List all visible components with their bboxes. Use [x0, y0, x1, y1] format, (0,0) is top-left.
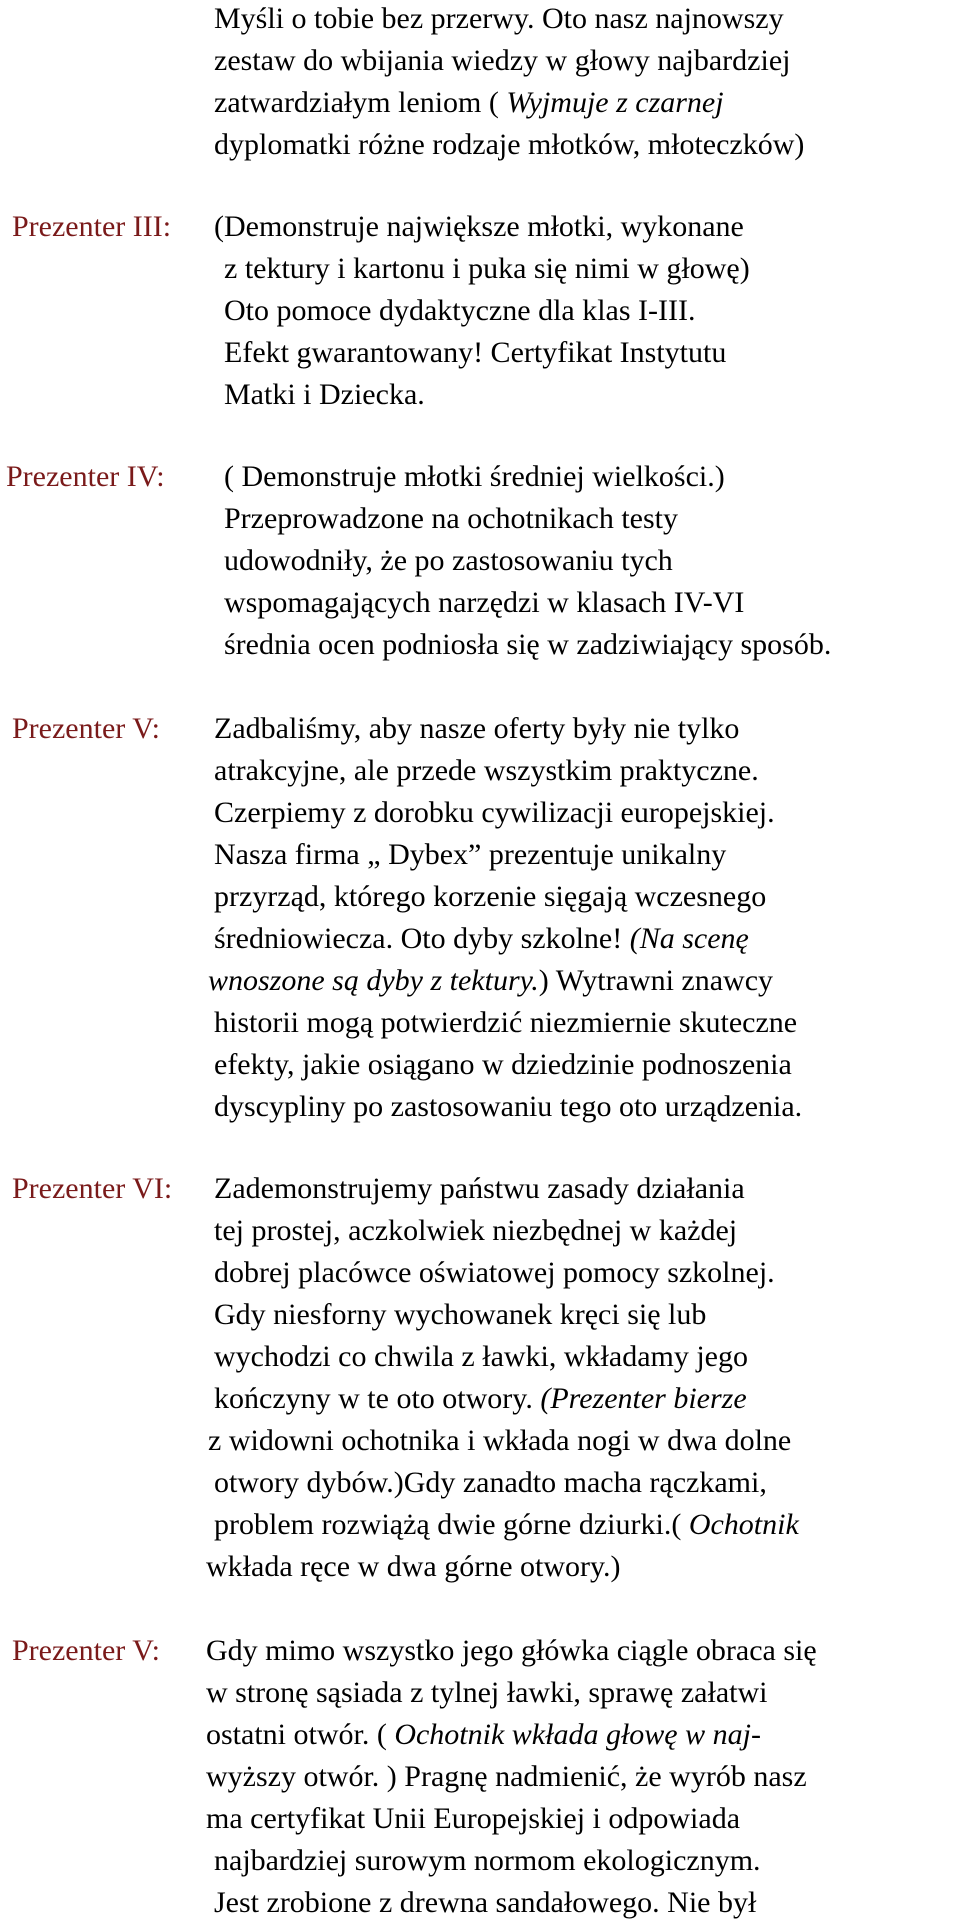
dialogue-text: wychodzi co chwila z ławki, wkładamy jego: [214, 1340, 748, 1373]
text-line: [214, 126, 804, 168]
dialogue-text: Myśli o tobie bez przerwy. Oto nasz najnowszy: [214, 2, 784, 35]
dialogue-text: średniowiecza. Oto dyby szkolne!: [214, 922, 630, 955]
dialogue-text: dyplomatki różne rodzaje młotków, młoteczków): [214, 128, 805, 161]
dialogue-text: Gdy niesforny wychowanek kręci się lub: [214, 1298, 707, 1331]
speaker-label: Prezenter VI:: [12, 1172, 173, 1205]
dialogue-text: dyscypliny po zastosowaniu tego oto urządzenia.: [214, 1090, 803, 1123]
text-line: [214, 1170, 745, 1212]
text-line: [224, 542, 673, 584]
dialogue-text: wyższy otwór. ) Pragnę nadmienić, że wyrób nasz: [206, 1760, 807, 1793]
dialogue-text: Zadbaliśmy, aby nasze oferty były nie tylko: [214, 712, 740, 745]
text-line: [208, 1422, 791, 1464]
speaker-label: Prezenter V:: [12, 712, 160, 745]
text-line: [214, 1004, 797, 1046]
text-line: [214, 1212, 737, 1254]
dialogue-text: w stronę sąsiada z tylnej ławki, sprawę załatwi: [206, 1676, 768, 1709]
text-line: [214, 1254, 775, 1296]
text-line: [206, 1632, 817, 1674]
text-line: [214, 710, 739, 752]
text-line: [206, 1674, 767, 1716]
stage-direction-text: wnoszone są dyby z tektury.: [208, 964, 539, 997]
dialogue-text: kończyny w te oto otwory.: [214, 1382, 541, 1415]
stage-direction-text: Wyjmuje z czarnej: [506, 86, 724, 119]
text-line: [214, 1380, 747, 1422]
text-line: [214, 794, 775, 836]
text-line: [224, 334, 726, 376]
dialogue-text: wkłada ręce w dwa górne otwory.): [206, 1550, 621, 1583]
text-line: [214, 208, 744, 250]
dialogue-text: dobrej placówce oświatowej pomocy szkolnej.: [214, 1256, 775, 1289]
dialogue-text: efekty, jakie osiągano w dziedzinie podnoszenia: [214, 1048, 792, 1081]
text-line: [214, 878, 766, 920]
dialogue-text: Oto pomoce dydaktyczne dla klas I-III.: [224, 294, 696, 327]
text-line: [224, 250, 750, 292]
dialogue-text: ) Wytrawni znawcy: [538, 964, 774, 997]
text-line: [214, 752, 759, 794]
dialogue-text: Matki i Dziecka.: [224, 378, 425, 411]
text-line: [214, 42, 790, 84]
text-line: [208, 962, 773, 1004]
dialogue-text: udowodniły, że po zastosowaniu tych: [224, 544, 673, 577]
dialogue-text: ostatni otwór. (: [206, 1718, 395, 1751]
text-line: [224, 292, 696, 334]
dialogue-text: zestaw do wbijania wiedzy w głowy najbardziej: [214, 44, 791, 77]
text-line: [214, 1046, 792, 1088]
text-line: [214, 84, 724, 126]
dialogue-text: Nasza firma „ Dybex” prezentuje unikalny: [214, 838, 727, 871]
dialogue-text: wspomagających narzędzi w klasach IV-VI: [224, 586, 745, 619]
dialogue-text: zatwardziałym leniom (: [214, 86, 507, 119]
dialogue-text: atrakcyjne, ale przede wszystkim praktyczne.: [214, 754, 759, 787]
dialogue-text: ( Demonstruje młotki średniej wielkości.): [224, 460, 725, 493]
dialogue-text: tej prostej, aczkolwiek niezbędnej w każdej: [214, 1214, 738, 1247]
stage-direction-text: Ochotnik: [688, 1508, 799, 1541]
dialogue-text: Czerpiemy z dorobku cywilizacji europejskiej.: [214, 796, 775, 829]
text-line: [214, 1296, 706, 1338]
text-line: [206, 1800, 740, 1842]
text-line: [224, 626, 831, 668]
stage-direction-text: Ochotnik wkłada głowę w naj-: [394, 1718, 761, 1751]
stage-direction-text: (Prezenter bierze: [540, 1382, 747, 1415]
dialogue-text: najbardziej surowym normom ekologicznym.: [214, 1844, 761, 1877]
dialogue-text: Zademonstrujemy państwu zasady działania: [214, 1172, 745, 1205]
text-line: [214, 1088, 802, 1130]
text-line: [224, 458, 725, 500]
dialogue-text: z widowni ochotnika i wkłada nogi w dwa dolne: [208, 1424, 792, 1457]
text-line: [224, 500, 678, 542]
dialogue-text: problem rozwiążą dwie górne dziurki.(: [214, 1508, 689, 1541]
speaker-label: Prezenter V:: [12, 1634, 160, 1667]
text-line: [224, 376, 425, 418]
dialogue-text: Jest zrobione z drewna sandałowego. Nie był: [214, 1886, 757, 1919]
text-line: [214, 1884, 756, 1924]
text-line: [214, 1506, 799, 1548]
text-line: [224, 584, 744, 626]
dialogue-text: ma certyfikat Unii Europejskiej i odpowiada: [206, 1802, 741, 1835]
text-line: [214, 1842, 761, 1884]
dialogue-text: historii mogą potwierdzić niezmiernie skuteczne: [214, 1006, 798, 1039]
dialogue-text: średnia ocen podniosła się w zadziwiający sposób.: [224, 628, 832, 661]
speaker-label: Prezenter III:: [12, 210, 172, 243]
dialogue-text: Gdy mimo wszystko jego główka ciągle obraca się: [206, 1634, 817, 1667]
text-line: [214, 836, 726, 878]
text-line: [214, 0, 784, 42]
dialogue-text: przyrząd, którego korzenie sięgają wczesnego: [214, 880, 767, 913]
text-line: [206, 1716, 761, 1758]
dialogue-text: Efekt gwarantowany! Certyfikat Instytutu: [224, 336, 727, 369]
speaker-label: Prezenter IV:: [6, 460, 165, 493]
text-line: [214, 1338, 748, 1380]
text-line: [206, 1758, 807, 1800]
stage-direction-text: (Na scenę: [629, 922, 749, 955]
dialogue-text: Przeprowadzone na ochotnikach testy: [224, 502, 678, 535]
text-line: [206, 1548, 621, 1590]
text-line: [214, 920, 749, 962]
dialogue-text: otwory dybów.)Gdy zanadto macha rączkami,: [214, 1466, 767, 1499]
dialogue-text: z tektury i kartonu i puka się nimi w głowę): [224, 252, 750, 285]
dialogue-text: (Demonstruje największe młotki, wykonane: [214, 210, 744, 243]
text-line: [214, 1464, 767, 1506]
